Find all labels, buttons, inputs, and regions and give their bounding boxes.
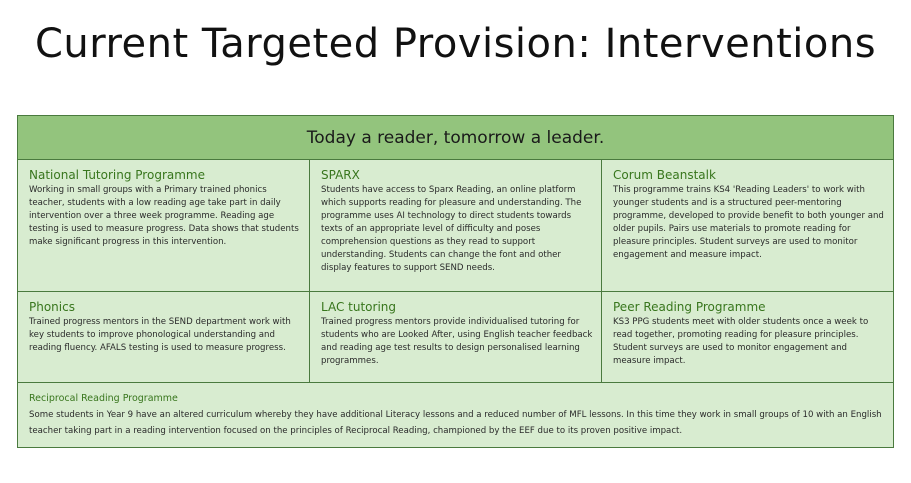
cell-reciprocal-reading-programme <box>18 383 893 447</box>
cell-corum-beanstalk <box>602 160 893 291</box>
cell-heading: National Tutoring Programme <box>29 168 205 182</box>
cell-heading: Phonics <box>29 300 75 314</box>
cell-text: Working in small groups with a Primary trained phonics teacher, students with a low reading age take part in daily intervention over a three week programme. Reading age testing is used to measure progress. Data shows that students make significant progress in this intervention. <box>29 185 299 247</box>
table-row <box>18 160 893 292</box>
cell-national-tutoring-programme <box>18 160 310 291</box>
cell-text: Students have access to Sparx Reading, an online platform which supports reading for pleasure and understanding. The programme uses AI technology to direct students towards texts of an appropriate level of difficulty and poses comprehension questions as they read to support understanding. Students can change the font and other display features to support SEND needs. <box>321 185 582 273</box>
cell-peer-reading-programme <box>602 292 893 382</box>
cell-text: Trained progress mentors in the SEND department work with key students to improve phonological understanding and reading fluency. AFALS testing is used to measure progress. <box>29 317 291 353</box>
banner-motto: Today a reader, tomorrow a leader. <box>18 116 893 160</box>
cell-heading: SPARX <box>321 168 360 182</box>
cell-heading: Peer Reading Programme <box>613 300 766 314</box>
cell-heading: LAC tutoring <box>321 300 396 314</box>
table-row <box>18 292 893 383</box>
cell-text: This programme trains KS4 'Reading Leaders' to work with younger students and is a structured peer-mentoring programme, developed to provide benefit to both younger and older pupils. Pairs use materials to promote reading for pleasure principles. Student surveys are used to monitor engagement and measure impact. <box>613 185 884 260</box>
cell-heading: Corum Beanstalk <box>613 168 716 182</box>
page-title: Current Targeted Provision: Interventions <box>34 21 877 67</box>
cell-lac-tutoring <box>310 292 602 382</box>
cell-text: Trained progress mentors provide individualised tutoring for students who are Looked After, using English teacher feedback and reading age test results to design personalised learning programmes. <box>321 317 593 366</box>
cell-sparx <box>310 160 602 291</box>
provision-table <box>17 115 894 448</box>
cell-phonics <box>18 292 310 382</box>
cell-heading: Reciprocal Reading Programme <box>29 393 178 404</box>
cell-text: Some students in Year 9 have an altered curriculum whereby they have additional Literacy lessons and a reduced number of MFL lessons. In this time they work in small groups of 10 with an English teacher taking part in a reading intervention focused on the principles of Reciprocal Reading, championed by the EEF due to its proven positive impact. <box>29 410 882 436</box>
cell-text: KS3 PPG students meet with older students once a week to read together, promoting reading for pleasure principles. Student surveys are used to monitor engagement and measure impact. <box>613 317 869 366</box>
